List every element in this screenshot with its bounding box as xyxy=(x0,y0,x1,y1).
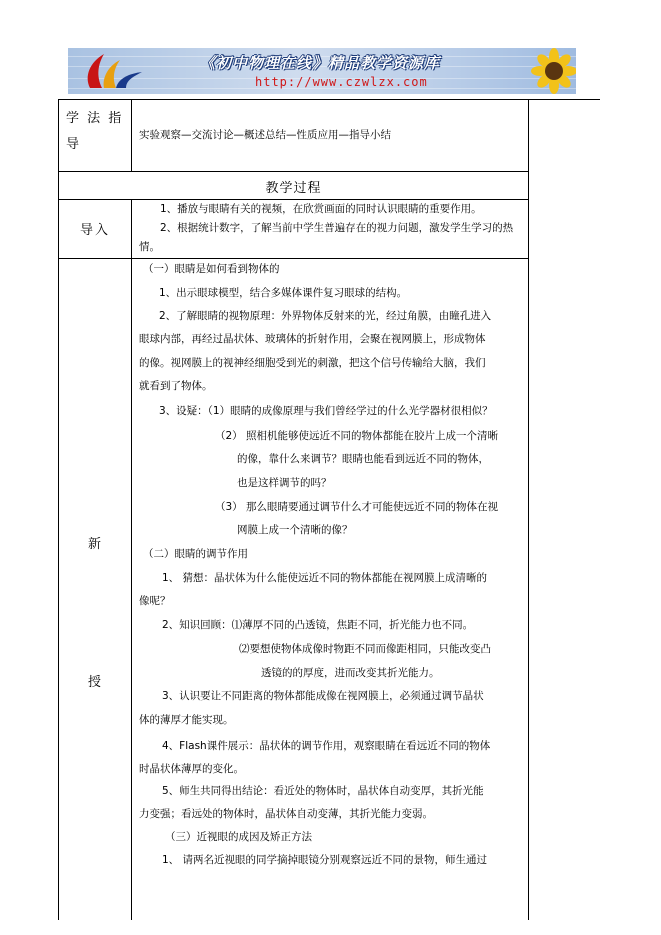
lesson-line: 2、了解眼睛的视物原理：外界物体反射来的光，经过角膜，由瞳孔进入 xyxy=(159,310,492,322)
lesson-line: ⑵要想使物体成像时物距不同而像距相同，只能改变凸 xyxy=(239,643,491,655)
lesson-line: 3、认识要让不同距离的物体都能成像在视网膜上，必须通过调节晶状 xyxy=(162,690,484,702)
lesson-line: 力变强；看远处的物体时，晶状体自动变薄，其折光能力变弱。 xyxy=(139,808,433,820)
intro-label: 导入 xyxy=(80,223,111,238)
lesson-line: 1、 请两名近视眼的同学摘掉眼镜分别观察远近不同的景物，师生通过 xyxy=(162,854,488,866)
section-heading: （一）眼睛是如何看到物体的 xyxy=(143,263,280,275)
lesson-line: 眼球内部，再经过晶状体、玻璃体的折射作用，会聚在视网膜上，形成物体 xyxy=(139,333,486,345)
lesson-line: 也是这样调节的吗？ xyxy=(237,477,332,489)
section-heading: （三）近视眼的成因及矫正方法 xyxy=(165,831,312,843)
lesson-line: 网膜上成一个清晰的像？ xyxy=(237,524,353,536)
lesson-line: （3） 那么眼睛要通过调节什么才可能使远近不同的物体在视 xyxy=(215,501,499,513)
site-logo-icon xyxy=(82,52,146,90)
lesson-line: 2、知识回顾：⑴薄厚不同的凸透镜，焦距不同，折光能力也不同。 xyxy=(162,619,474,631)
lesson-line: 像呢？ xyxy=(139,595,171,607)
section-heading: （二）眼睛的调节作用 xyxy=(143,548,248,560)
sunflower-icon xyxy=(520,48,576,94)
intro-paragraph-2: 2、根据统计数字，了解当前中学生普遍存在的视力问题，激发学生学习的热情。 xyxy=(139,222,514,253)
method-label: 学 法 指 导 xyxy=(66,111,124,152)
intro-paragraph-1: 1、播放与眼睛有关的视频，在欣赏画面的同时认识眼睛的重要作用。 xyxy=(160,203,482,215)
lesson-line: 1、 猜想：晶状体为什么能使远近不同的物体都能在视网膜上成清晰的 xyxy=(162,572,488,584)
lesson-line: （2） 照相机能够使远近不同的物体都能在胶片上成一个清晰 xyxy=(215,430,499,442)
header-rule xyxy=(58,99,600,100)
process-header: 教学过程 xyxy=(265,181,322,196)
header-title: 《初中物理在线》精品教学资源库 xyxy=(200,54,441,72)
lesson-line: 5、师生共同得出结论：看近处的物体时，晶状体自动变厚，其折光能 xyxy=(162,785,484,797)
lesson-line: 的像，靠什么来调节？眼睛也能看到远近不同的物体， xyxy=(237,453,489,465)
method-content: 实验观察—交流讨论—概述总结—性质应用—指导小结 xyxy=(139,129,391,141)
new-lesson-label-top: 新 xyxy=(88,537,104,552)
lesson-line: 透镜的的厚度，进而改变其折光能力。 xyxy=(261,667,440,679)
lesson-line: 就看到了物体。 xyxy=(139,380,213,392)
lesson-line: 时晶状体薄厚的变化。 xyxy=(139,763,244,775)
lesson-line: 体的薄厚才能实现。 xyxy=(139,714,234,726)
lesson-line: 4、Flash课件展示：晶状体的调节作用，观察眼睛在看远近不同的物体 xyxy=(162,740,491,752)
lesson-line: 1、出示眼球模型，结合多媒体课件复习眼球的结构。 xyxy=(159,287,408,299)
header-banner xyxy=(68,48,576,94)
lesson-line: 3、设疑：（1）眼睛的成像原理与我们曾经学过的什么光学器材很相似？ xyxy=(159,405,493,417)
new-lesson-label-bottom: 授 xyxy=(88,675,104,690)
intro-content xyxy=(139,200,523,257)
header-url[interactable]: http://www.czwlzx.com xyxy=(255,75,428,89)
lesson-line: 的像。视网膜上的视神经细胞受到光的刺激，把这个信号传输给大脑，我们 xyxy=(139,357,486,369)
